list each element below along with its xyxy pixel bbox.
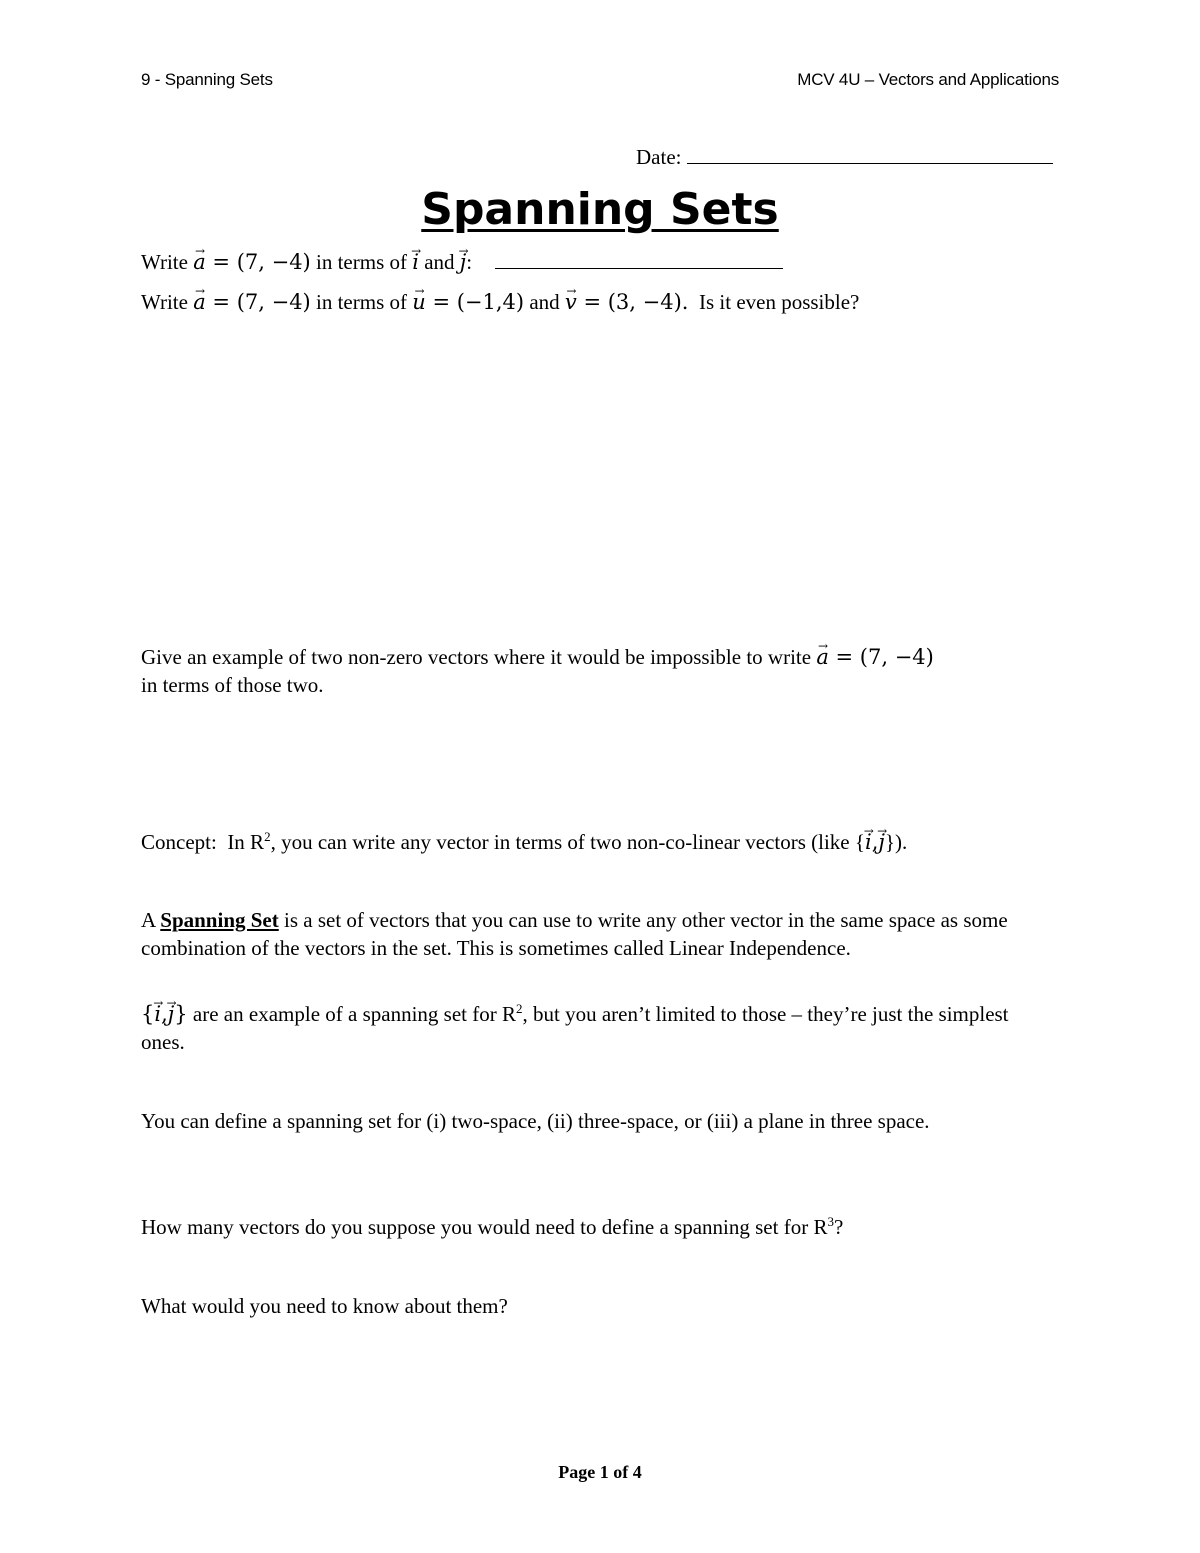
concept-prefix: Concept: In R (141, 830, 265, 854)
date-label: Date: (636, 145, 682, 169)
q4-text: How many vectors do you suppose you would need to define a spanning set for R (141, 1215, 828, 1239)
question-2 (141, 288, 859, 316)
q1-and: and (418, 250, 460, 274)
question-3-line-2: in terms of those two. (141, 673, 324, 697)
definition-term: Spanning Set (160, 908, 279, 932)
vector-a: a → (816, 643, 829, 671)
page-title: Spanning Sets (421, 184, 779, 235)
definition-article: A (141, 908, 161, 932)
concept-line (141, 828, 907, 856)
definition-paragraph (141, 906, 1041, 962)
example-brace-open: { (141, 1002, 155, 1026)
example-superscript: 2 (515, 1001, 523, 1016)
q1-answer-blank[interactable] (495, 252, 783, 269)
q1-mid: in terms of (310, 250, 413, 274)
q2-prefix: Write (141, 290, 188, 314)
q2-value: = (7, −4) (205, 290, 311, 314)
question-5: What would you need to know about them? (141, 1294, 508, 1318)
question-3-line-1 (141, 643, 934, 671)
example-text-1: are an example of a spanning set for R (187, 1002, 516, 1026)
header-left: 9 - Spanning Sets (141, 70, 273, 89)
q2-mid: in terms of (310, 290, 413, 314)
q3-value: = (7, −4) (828, 645, 934, 669)
vector-j: j → (168, 1000, 175, 1028)
vector-a: a → (193, 248, 206, 276)
page-number: Page 1 of 4 (558, 1462, 642, 1482)
vector-i: i → (865, 828, 872, 856)
vector-u: u → (412, 288, 426, 316)
vector-v: v → (565, 288, 577, 316)
concept-suffix: }). (884, 830, 908, 854)
concept-comma: , (871, 830, 879, 854)
q2-and: and (524, 290, 565, 314)
date-blank[interactable] (687, 147, 1053, 164)
example-brace-close: } (174, 1002, 188, 1026)
vector-i: i → (154, 1000, 161, 1028)
example-comma: , (161, 1002, 168, 1026)
q2-question: Is it even possible? (688, 290, 860, 314)
concept-text: , you can write any vector in terms of two non-co-linear vectors (like { (270, 830, 865, 854)
q1-prefix: Write (141, 250, 188, 274)
q1-colon: : (466, 250, 473, 274)
question-4 (141, 1213, 843, 1241)
q3-text: Give an example of two non-zero vectors where it would be impossible to write (141, 645, 812, 669)
q4-superscript: 3 (827, 1214, 834, 1229)
q4-end: ? (833, 1215, 844, 1239)
define-paragraph: You can define a spanning set for (i) two-space, (ii) three-space, or (iii) a plane in three space. (141, 1109, 930, 1133)
vector-a: a → (193, 288, 206, 316)
example-paragraph (141, 1000, 1041, 1056)
definition-text: is a set of vectors that you can use to write any other vector in the same space as some combination of the vectors in the set. This is sometimes called Linear Independence. (141, 908, 1008, 960)
q1-value: = (7, −4) (205, 250, 311, 274)
vector-j: j → (460, 248, 467, 276)
date-line (636, 143, 1053, 171)
question-1 (141, 248, 783, 276)
vector-v-value: = (3, −4). (576, 290, 689, 314)
concept-superscript: 2 (264, 829, 271, 844)
header-right: MCV 4U – Vectors and Applications (797, 70, 1059, 89)
vector-j: j → (878, 828, 885, 856)
vector-i: i → (412, 248, 419, 276)
vector-u-value: = (−1,4) (425, 290, 525, 314)
example-text-2: , but you aren’t limited to those – they’re just the simplest ones. (141, 1002, 1009, 1054)
